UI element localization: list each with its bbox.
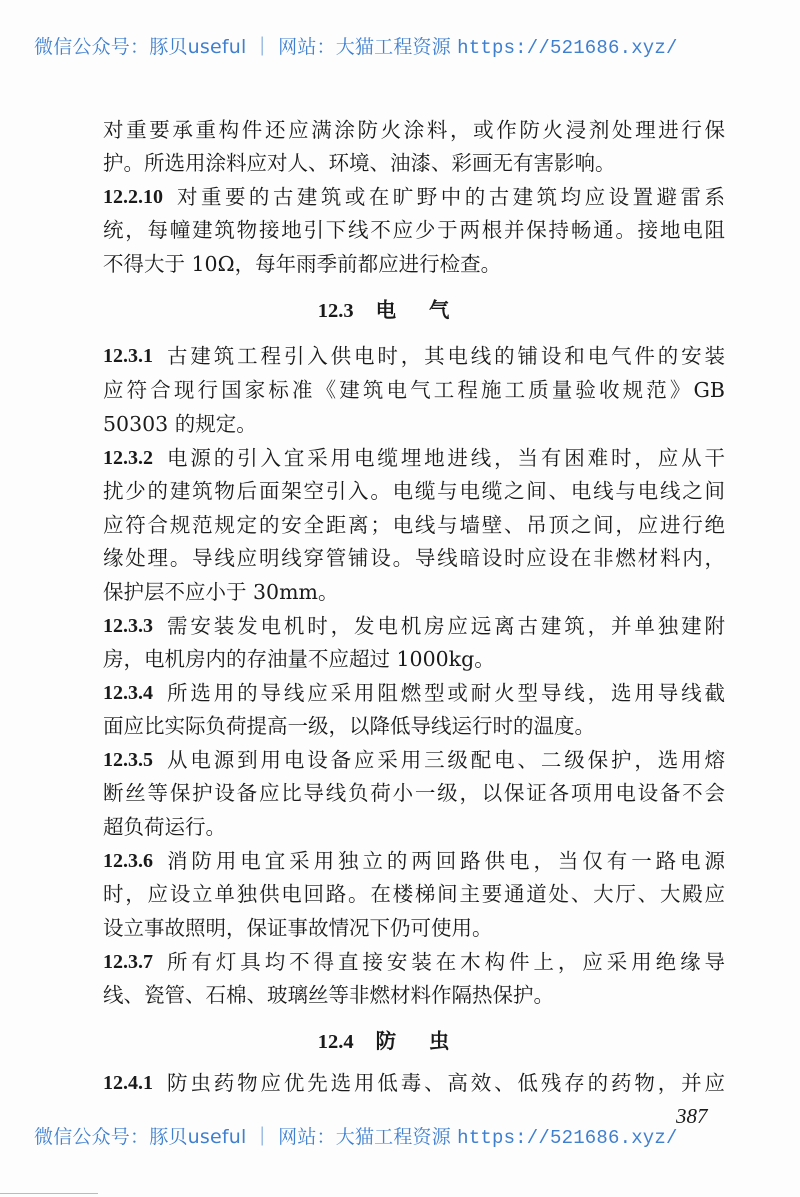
clause-text: 护。所选用涂料应对人、环境、油漆、彩画无有害影响。 xyxy=(103,151,616,175)
text-line xyxy=(103,746,725,774)
section-number: 12.3 xyxy=(317,300,354,322)
page-number: 387 xyxy=(676,1104,708,1128)
clause-text: 超负荷运行。 xyxy=(103,815,226,839)
text-line xyxy=(103,410,725,438)
section-number: 12.4 xyxy=(317,1031,354,1053)
clause-text: 对重要的古建筑或在旷野中的古建筑均应设置避雷系 xyxy=(177,185,725,209)
clause-number: 12.2.10 xyxy=(103,186,163,208)
text-line xyxy=(103,948,725,976)
clause-text: 应符合规范规定的安全距离；电线与墙壁、吊顶之间，应进行绝 xyxy=(103,513,725,537)
watermark-url: https://521686.xyz/ xyxy=(457,1127,678,1149)
watermark-bottom xyxy=(34,1122,774,1149)
section-heading xyxy=(0,296,800,325)
watermark-label: 微信公众号：豚贝useful ｜ 网站：大猫工程资源 xyxy=(34,36,458,58)
text-line xyxy=(103,1069,725,1097)
clause-text: 需安装发电机时，发电机房应远离古建筑，并单独建附 xyxy=(167,614,725,638)
clause-number: 12.3.4 xyxy=(103,682,153,704)
text-line xyxy=(103,981,725,1009)
text-line xyxy=(103,544,725,572)
text-line xyxy=(103,578,725,606)
text-line xyxy=(103,116,725,144)
clause-text: 对重要承重构件还应满涂防火涂料，或作防火浸剂处理进行保 xyxy=(103,118,725,142)
clause-text: 时，应设立单独供电回路。在楼梯间主要通道处、大厅、大殿应 xyxy=(103,882,725,906)
clause-text: 应符合现行国家标准《建筑电气工程施工质量验收规范》GB xyxy=(103,378,725,402)
text-line xyxy=(103,216,725,244)
text-line xyxy=(103,679,725,707)
text-line xyxy=(103,847,725,875)
section-title: 防虫 xyxy=(375,1029,483,1053)
text-line xyxy=(103,149,725,177)
section-heading xyxy=(0,1027,800,1056)
clause-number: 12.4.1 xyxy=(103,1072,153,1094)
clause-text: 古建筑工程引入供电时，其电线的铺设和电气件的安装 xyxy=(167,344,725,368)
divider xyxy=(0,1193,98,1194)
clause-text: 不得大于 10Ω，每年雨季前都应进行检查。 xyxy=(103,252,502,276)
clause-text: 从电源到用电设备应采用三级配电、二级保护，选用熔 xyxy=(167,748,725,772)
text-line xyxy=(103,813,725,841)
clause-number: 12.3.1 xyxy=(103,345,153,367)
text-line xyxy=(103,444,725,472)
text-line xyxy=(103,645,725,673)
clause-text: 面应比实际负荷提高一级，以降低导线运行时的温度。 xyxy=(103,714,595,738)
watermark-label: 微信公众号：豚贝useful ｜ 网站：大猫工程资源 xyxy=(34,1126,458,1148)
clause-text: 电源的引入宜采用电缆埋地进线，当有困难时，应从干 xyxy=(167,446,725,470)
watermark-url: https://521686.xyz/ xyxy=(457,37,678,59)
clause-text: 断丝等保护设备应比导线负荷小一级，以保证各项用电设备不会 xyxy=(103,781,725,805)
clause-text: 设立事故照明，保证事故情况下仍可使用。 xyxy=(103,916,493,940)
text-line xyxy=(103,880,725,908)
text-line xyxy=(103,477,725,505)
text-line xyxy=(103,250,725,278)
clause-text: 防虫药物应优先选用低毒、高效、低残存的药物，并应 xyxy=(167,1071,725,1095)
clause-text: 消防用电宜采用独立的两回路供电，当仅有一路电源 xyxy=(167,849,725,873)
clause-number: 12.3.7 xyxy=(103,951,153,973)
text-line xyxy=(103,342,725,370)
text-line xyxy=(103,914,725,942)
clause-text: 所选用的导线应采用阻燃型或耐火型导线，选用导线截 xyxy=(167,681,725,705)
clause-text: 50303 的规定。 xyxy=(103,412,257,436)
clause-text: 缘处理。导线应明线穿管铺设。导线暗设时应设在非燃材料内， xyxy=(103,546,725,570)
clause-text: 扰少的建筑物后面架空引入。电缆与电缆之间、电线与电线之间 xyxy=(103,479,725,503)
clause-number: 12.3.5 xyxy=(103,749,153,771)
clause-text: 所有灯具均不得直接安装在木构件上，应采用绝缘导 xyxy=(167,950,725,974)
clause-text: 统，每幢建筑物接地引下线不应少于两根并保持畅通。接地电阻 xyxy=(103,218,725,242)
text-line xyxy=(103,183,725,211)
watermark-top xyxy=(34,32,774,59)
text-line xyxy=(103,376,725,404)
text-line xyxy=(103,712,725,740)
clause-number: 12.3.6 xyxy=(103,850,153,872)
text-line xyxy=(103,779,725,807)
section-title: 电气 xyxy=(375,298,483,322)
clause-number: 12.3.2 xyxy=(103,447,153,469)
clause-text: 线、瓷管、石棉、玻璃丝等非燃材料作隔热保护。 xyxy=(103,983,554,1007)
clause-text: 保护层不应小于 30mm。 xyxy=(103,580,339,604)
text-line xyxy=(103,612,725,640)
clause-number: 12.3.3 xyxy=(103,615,153,637)
clause-text: 房，电机房内的存油量不应超过 1000kg。 xyxy=(103,647,495,671)
text-line xyxy=(103,511,725,539)
